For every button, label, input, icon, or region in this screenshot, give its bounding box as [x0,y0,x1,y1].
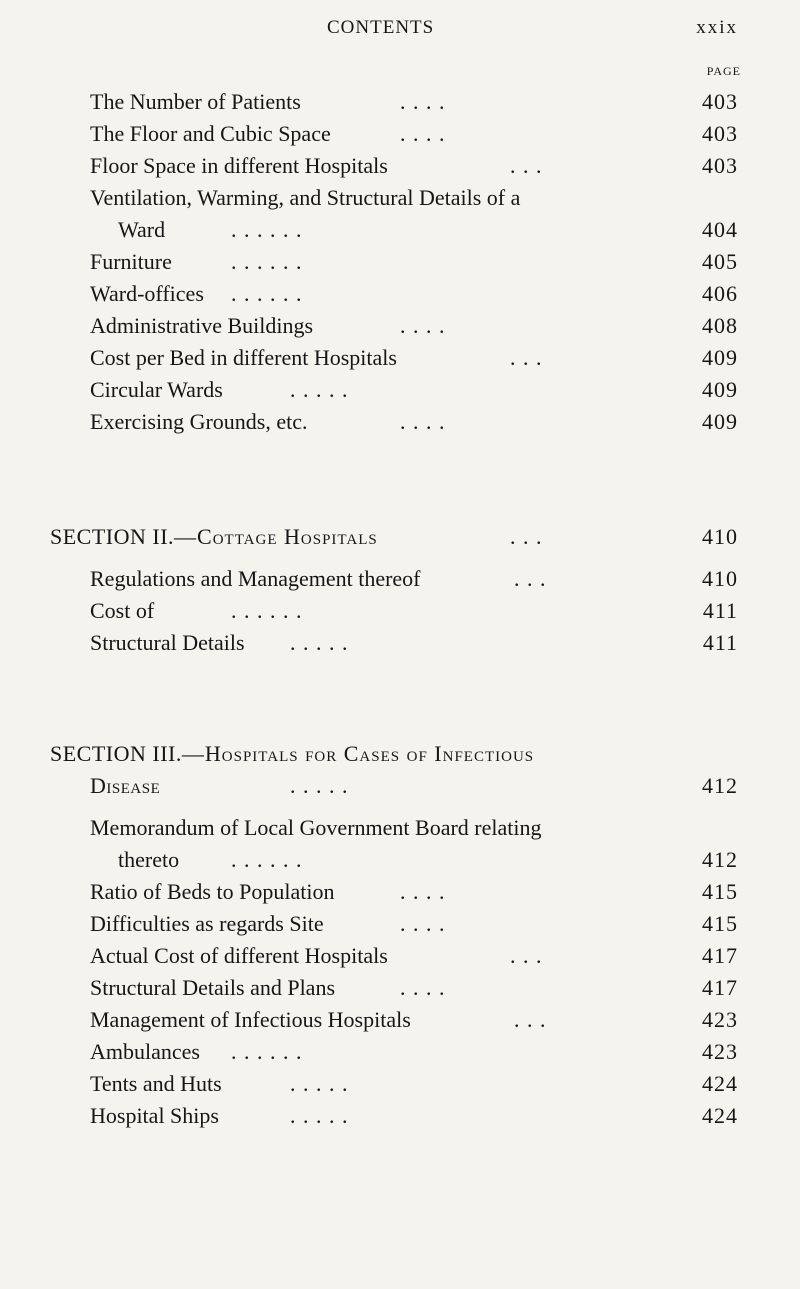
dot-leader: . . . [510,153,543,178]
section-heading-3-cont [0,770,800,802]
toc-entry-page: 415 [702,911,738,936]
toc-entry [0,182,800,214]
toc-entry-page: 423 [702,1039,738,1064]
dot-leader: . . . . . [290,377,349,402]
toc-entry [0,1100,800,1132]
section-name: —Hospitals for Cases of Infectious [181,741,535,766]
dot-leader: . . . [510,943,543,968]
toc-entry [0,1004,800,1036]
page-number: xxix [696,17,738,38]
dot-leader: . . . [510,524,543,549]
toc-entry [0,374,800,406]
toc-entry-title: Administrative Buildings [90,313,314,338]
toc-entry [0,972,800,1004]
toc-entry-title: Ventilation, Warming, and Structural Details of a [90,185,521,210]
toc-entry-page: 411 [702,630,738,655]
dot-leader: . . . . [400,313,446,338]
dot-leader: . . . . [400,89,446,114]
running-title: CONTENTS [327,17,435,38]
toc-entry [0,406,800,438]
toc-entry-page: 415 [702,879,738,904]
toc-entry-page: 412 [702,847,738,872]
toc-entry-page: 417 [702,975,738,1000]
toc-entry-title: Tents and Huts [90,1071,222,1096]
toc-entry [0,627,800,659]
toc-entry-title: Structural Details [90,630,245,655]
toc-entry [0,908,800,940]
toc-entry-page: 403 [702,89,738,114]
section-heading-title [50,738,534,770]
page-column-label: PAGE [706,64,741,78]
toc-entry-page: 410 [702,566,738,591]
dot-leader: . . . . [400,409,446,434]
section-label: SECTION II. [50,524,175,549]
toc-entry-page: 417 [702,943,738,968]
dot-leader: . . . . . [290,1103,349,1128]
toc-entry-page: 409 [702,345,738,370]
section-label: SECTION III. [50,741,182,766]
toc-entry-page: 411 [702,598,738,623]
dot-leader: . . . [514,1007,547,1032]
toc-entry-title: Ward-offices [90,281,204,306]
dot-leader: . . . [510,345,543,370]
section-heading-2 [0,521,800,553]
dot-leader: . . . . . . [231,1039,303,1064]
toc-entry-page: 412 [702,773,738,798]
toc-entry-title: Regulations and Management thereof [90,566,421,591]
dot-leader: . . . . . . [231,217,303,242]
dot-leader: . . . . . [290,1071,349,1096]
toc-entry-title: The Number of Patients [90,89,301,114]
toc-entry [0,876,800,908]
toc-entry [0,1036,800,1068]
toc-entry [0,342,800,374]
toc-entry-title: Cost per Bed in different Hospitals [90,345,397,370]
dot-leader: . . . . [400,121,446,146]
toc-entry-title: Hospital Ships [90,1103,219,1128]
dot-leader: . . . . . [290,773,349,798]
toc-entry-title: Ward [118,217,166,242]
toc-entry [0,940,800,972]
toc-entry [0,86,800,118]
toc-entry-title: The Floor and Cubic Space [90,121,331,146]
toc-entry [0,563,800,595]
toc-entry-title: thereto [118,847,180,872]
section-heading-3 [0,738,800,770]
toc-entry [0,214,800,246]
toc-entry-title: Circular Wards [90,377,223,402]
dot-leader: . . . . . [290,630,349,655]
toc-entry-title: Furniture [90,249,172,274]
toc-entry [0,278,800,310]
toc-entry [0,310,800,342]
toc-entry [0,1068,800,1100]
toc-entry-page: 423 [702,1007,738,1032]
dot-leader: . . . . . . [231,281,303,306]
toc-entry-title: Structural Details and Plans [90,975,336,1000]
toc-entry-page: 405 [702,249,738,274]
toc-entry-page: 409 [702,409,738,434]
toc-entry-title: Memorandum of Local Government Board relating [90,815,542,840]
toc-entry-page: 410 [702,524,738,549]
toc-entry-title: Exercising Grounds, etc. [90,409,308,434]
toc-entry-title: Ratio of Beds to Population [90,879,335,904]
toc-entry-title: Ambulances [90,1039,200,1064]
dot-leader: . . . . . . [231,847,303,872]
toc-entry-title: Floor Space in different Hospitals [90,153,388,178]
toc-entry-title: Management of Infectious Hospitals [90,1007,411,1032]
dot-leader: . . . . [400,879,446,904]
toc-entry-title: Actual Cost of different Hospitals [90,943,388,968]
toc-entry-page: 424 [702,1071,738,1096]
toc-entry [0,246,800,278]
toc-entry-page: 403 [702,121,738,146]
toc-entry-page: 406 [702,281,738,306]
dot-leader: . . . [514,566,547,591]
toc-entry-page: 404 [702,217,738,242]
toc-entry-page: 409 [702,377,738,402]
dot-leader: . . . . . . [231,249,303,274]
section-heading-title [50,521,378,553]
toc-entry [0,844,800,876]
toc-entry [0,118,800,150]
toc-entry [0,150,800,182]
dot-leader: . . . . . . [231,598,303,623]
toc-entry [0,595,800,627]
dot-leader: . . . . [400,911,446,936]
toc-entry-title: Difficulties as regards Site [90,911,324,936]
running-head [0,17,800,43]
toc-entry [0,812,800,844]
toc-entry-page: 424 [702,1103,738,1128]
toc-entry-page: 408 [702,313,738,338]
dot-leader: . . . . [400,975,446,1000]
section-name: —Cottage Hospitals [174,524,378,549]
toc-entry-page: 403 [702,153,738,178]
toc-entry-title: Cost of [90,598,155,623]
section-name-continued: Disease [90,773,161,798]
